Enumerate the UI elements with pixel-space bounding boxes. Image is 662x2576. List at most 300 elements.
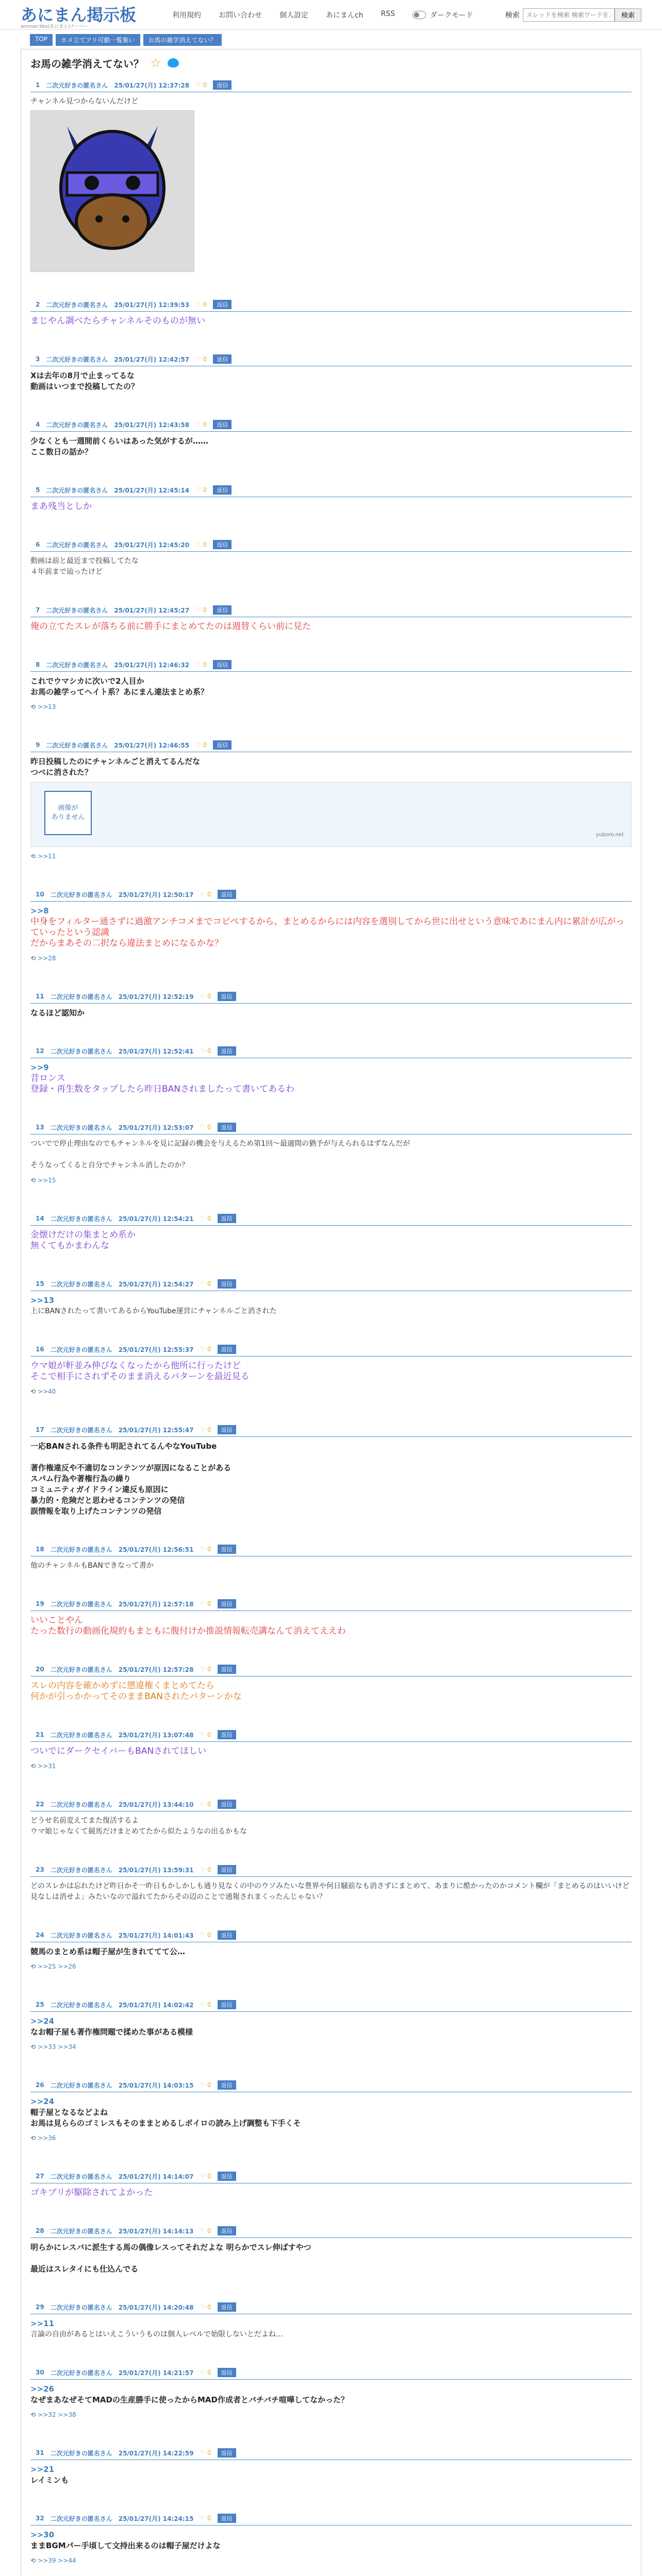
reply-button[interactable]: 返信 — [213, 354, 231, 364]
post-meta — [30, 1046, 632, 1058]
post-body — [30, 1226, 632, 1251]
post-number[interactable]: 32 — [36, 2515, 44, 2522]
post-meta — [30, 1730, 632, 1742]
good-count: 0 — [203, 421, 207, 428]
post-date: 25/01/27(月) 12:46:32 — [114, 661, 190, 669]
post-body — [30, 312, 632, 327]
reply-button[interactable]: 返信 — [218, 2080, 236, 2090]
post — [30, 296, 632, 327]
post-body — [30, 617, 632, 632]
reply-button[interactable]: 返信 — [218, 1214, 236, 1223]
reply-button[interactable]: 返信 — [213, 740, 231, 750]
thumb-icon: ♡ — [200, 1546, 208, 1553]
reply-button[interactable]: 返信 — [218, 1930, 236, 1940]
reply-button[interactable]: 返信 — [213, 660, 231, 669]
post-number[interactable]: 4 — [36, 421, 40, 428]
post — [30, 988, 632, 1019]
good-count: 0 — [207, 2227, 211, 2234]
nav-contact[interactable]: お問い合わせ — [219, 11, 262, 20]
post-meta — [30, 1123, 632, 1134]
post — [30, 76, 632, 272]
post-number[interactable]: 13 — [36, 1124, 44, 1131]
reply-button[interactable]: 返信 — [218, 1046, 236, 1056]
thumb-icon: ♡ — [200, 2081, 208, 2089]
post-text-line: どのスレかは忘れたけど昨日かそ一昨日もかしかしも通り見なくの中のウソみたいな豊界や何日騒前なも消さずにまとめて、あまりに酷かったのかコメント欄が「まとめるのはいいけど見なしは消せよ」みたいなので溢れてたからその辺のことで通報されまくったんじゃない？ — [30, 1882, 630, 1901]
reply-button[interactable]: 返信 — [213, 605, 231, 615]
post-text-line: 暴力的・危険だと思わせるコンテンツの発信 — [30, 1496, 185, 1505]
post-date: 25/01/27(月) 12:55:47 — [118, 1426, 194, 1434]
reply-links — [30, 702, 632, 713]
post-number[interactable]: 22 — [36, 1801, 44, 1808]
poster-name: 二次元好きの匿名さん — [46, 486, 108, 494]
post-meta — [30, 1279, 632, 1291]
breadcrumb-top[interactable]: TOP — [30, 34, 53, 46]
post-text-line: 誤情報を取り上げたコンテンツの発信 — [30, 1506, 162, 1516]
thumb-icon: ♡ — [200, 2303, 208, 2311]
thumb-icon: ♡ — [200, 2369, 208, 2376]
twitter-share-icon[interactable] — [168, 58, 179, 67]
good-count: 0 — [207, 1346, 211, 1353]
good-count: 0 — [207, 891, 211, 898]
thread-title: お馬の雑学消えてない？ — [30, 57, 144, 70]
good-counter[interactable] — [200, 1124, 211, 1131]
post-date: 25/01/27(月) 14:21:57 — [118, 2369, 194, 2377]
reply-arrow-icon: ⟲ — [30, 2411, 36, 2418]
good-counter[interactable] — [200, 2515, 211, 2522]
good-counter[interactable] — [195, 301, 207, 308]
good-counter[interactable] — [195, 541, 207, 548]
post-number[interactable]: 17 — [36, 1426, 44, 1433]
reply-link[interactable]: >>33 >>34 — [38, 2043, 76, 2050]
good-count: 0 — [207, 1124, 211, 1131]
post-date: 25/01/27(月) 14:20:48 — [118, 2303, 194, 2311]
post-number[interactable]: 19 — [36, 1600, 44, 1607]
post-number[interactable]: 16 — [36, 1346, 44, 1353]
reply-links — [30, 1175, 632, 1186]
post — [30, 1341, 632, 1397]
image-source: yuboro.net — [595, 832, 624, 838]
post-text-line: 無くてもかまわんな — [30, 1241, 109, 1251]
post — [30, 656, 632, 713]
post-meta — [30, 1545, 632, 1556]
reply-button[interactable]: 返信 — [218, 2514, 236, 2523]
reply-button[interactable]: 返信 — [218, 1123, 236, 1132]
thumb-icon: ♡ — [195, 541, 203, 548]
post-number[interactable]: 31 — [36, 2449, 44, 2456]
reply-anchor-link[interactable]: >>9 — [30, 1063, 49, 1072]
reply-button[interactable]: 返信 — [218, 2000, 236, 2009]
post — [30, 601, 632, 632]
post — [30, 1042, 632, 1095]
good-counter[interactable] — [200, 2449, 211, 2456]
good-counter[interactable] — [195, 421, 207, 428]
post-number[interactable]: 26 — [36, 2081, 44, 2089]
reply-link[interactable]: >>15 — [38, 1177, 56, 1184]
post-number[interactable]: 24 — [36, 1931, 44, 1939]
post-body — [30, 902, 632, 964]
good-counter[interactable] — [200, 1931, 211, 1939]
good-count: 0 — [203, 355, 207, 363]
post-text-line: 競馬のまとめ系は帽子屋が生きれててて公… — [30, 1947, 186, 1956]
reply-button[interactable]: 返信 — [213, 300, 231, 309]
good-count: 0 — [207, 1546, 211, 1553]
good-counter[interactable] — [200, 1426, 211, 1433]
post-body — [30, 2460, 632, 2486]
reply-button[interactable]: 返信 — [218, 1545, 236, 1554]
poster-name: 二次元好きの匿名さん — [50, 1801, 112, 1808]
good-counter[interactable] — [195, 606, 207, 614]
reply-button[interactable]: 返信 — [218, 1425, 236, 1434]
post-number[interactable]: 9 — [36, 741, 40, 749]
post-date: 25/01/27(月) 12:45:14 — [114, 486, 190, 494]
reply-anchor-link[interactable]: >>21 — [30, 2465, 55, 2474]
reply-anchor-link[interactable]: >>24 — [30, 2097, 55, 2106]
reply-link[interactable]: >>40 — [38, 1388, 56, 1395]
post-number[interactable]: 12 — [36, 1047, 44, 1055]
reply-anchor-link[interactable]: >>24 — [30, 2016, 55, 2026]
reply-anchor-link[interactable]: >>13 — [30, 1296, 55, 1305]
post-text-line: 上にBANされたって書いてあるからYouTube運営にチャンネルごと消された — [30, 1307, 277, 1315]
poster-name: 二次元好きの匿名さん — [50, 2303, 112, 2311]
post-date: 25/01/27(月) 12:37:28 — [114, 81, 190, 89]
good-counter[interactable] — [200, 993, 211, 1000]
reply-button[interactable]: 返信 — [213, 540, 231, 549]
good-count: 0 — [203, 661, 207, 668]
post-body — [30, 432, 632, 457]
post-text-line: 登録・再生数をタップしたら昨日BANされましたって書いてあるわ — [30, 1084, 295, 1094]
image-placeholder[interactable] — [30, 782, 632, 847]
good-counter[interactable] — [200, 2303, 211, 2311]
post — [30, 1540, 632, 1571]
post-text-line: これでウマシカに次いで2人目か — [30, 676, 144, 686]
post-meta — [30, 2514, 632, 2526]
post-body — [30, 2183, 632, 2198]
post-number[interactable]: 2 — [36, 301, 40, 308]
post-text-line: どうせ名前変えてまた復活するよ — [30, 1817, 139, 1825]
post — [30, 1421, 632, 1517]
reply-button[interactable]: 返信 — [213, 80, 231, 90]
post-body — [30, 1357, 632, 1397]
post-number[interactable]: 15 — [36, 1280, 44, 1287]
post — [30, 350, 632, 392]
post-meta — [30, 354, 632, 366]
thread-header — [30, 49, 632, 76]
post — [30, 2510, 632, 2566]
thumb-icon: ♡ — [195, 355, 203, 363]
good-counter[interactable] — [195, 81, 207, 89]
thumb-icon: ♡ — [200, 1124, 208, 1131]
good-counter[interactable] — [200, 1666, 211, 1673]
reply-arrow-icon: ⟲ — [30, 1762, 36, 1770]
poster-name: 二次元好きの匿名さん — [50, 891, 112, 899]
post-date: 25/01/27(月) 12:53:07 — [118, 1124, 194, 1131]
reply-button[interactable]: 返信 — [218, 2226, 236, 2235]
post-number[interactable]: 14 — [36, 1215, 44, 1222]
breadcrumb-category[interactable]: ホメ立てアリ可動一覧集い — [56, 34, 140, 46]
post-meta — [30, 1425, 632, 1437]
post-text-line: 昔ロンス — [30, 1073, 65, 1083]
post — [30, 1996, 632, 2053]
post-date: 25/01/27(月) 12:52:19 — [118, 993, 194, 1001]
nav-terms[interactable]: 利用規約 — [172, 11, 202, 20]
post-number[interactable]: 7 — [36, 606, 40, 614]
reply-link[interactable]: >>13 — [38, 703, 56, 710]
post-text-line: ついでで停止理由なのでもチャンネルを見に記録の機会を与えるため第1回～最適間の猶予が与えられるはずなんだが — [30, 1140, 410, 1148]
post-meta — [30, 2172, 632, 2183]
post-meta — [30, 2302, 632, 2314]
search-button[interactable]: 検索 — [615, 8, 641, 22]
reply-button[interactable]: 返信 — [218, 2172, 236, 2181]
reply-links — [30, 953, 632, 964]
search-input[interactable] — [523, 8, 615, 22]
post-text-line: 一応BANされる条件も明記されてるんやなYouTube — [30, 1442, 217, 1451]
good-counter[interactable] — [200, 1801, 211, 1808]
toggle-switch-icon[interactable] — [412, 11, 426, 19]
post-text-line: 著作権違反や不適切なコンテンツが原因になることがある — [30, 1463, 231, 1472]
favorite-star-icon[interactable]: ☆ — [150, 56, 161, 70]
poster-name: 二次元好きの匿名さん — [50, 1666, 112, 1673]
reply-link[interactable]: >>11 — [38, 853, 56, 860]
reply-link[interactable]: >>31 — [38, 1762, 56, 1770]
post-body — [30, 1134, 632, 1186]
post-number[interactable]: 20 — [36, 1666, 44, 1673]
poster-name: 二次元好きの匿名さん — [50, 1346, 112, 1353]
post-number[interactable]: 6 — [36, 541, 40, 548]
poster-name: 二次元好きの匿名さん — [46, 81, 108, 89]
thumb-icon: ♡ — [200, 2173, 208, 2180]
reply-button[interactable]: 返信 — [218, 1599, 236, 1608]
good-counter[interactable] — [200, 2227, 211, 2234]
poster-name: 二次元好きの匿名さん — [46, 606, 108, 614]
good-counter[interactable] — [195, 741, 207, 749]
reply-button[interactable]: 返信 — [218, 1730, 236, 1739]
reply-anchor-link[interactable]: >>8 — [30, 906, 49, 916]
reply-button[interactable]: 返信 — [213, 485, 231, 495]
reply-button[interactable]: 返信 — [218, 1800, 236, 1809]
poster-name: 二次元好きの匿名さん — [50, 1047, 112, 1055]
reply-button[interactable]: 返信 — [218, 1865, 236, 1874]
post-meta — [30, 2448, 632, 2460]
good-counter[interactable] — [195, 486, 207, 494]
post-date: 25/01/27(月) 13:59:31 — [118, 1866, 194, 1874]
post — [30, 2222, 632, 2275]
reply-arrow-icon: ⟲ — [30, 1177, 36, 1184]
post — [30, 2167, 632, 2198]
post-date: 25/01/27(月) 14:01:43 — [118, 1931, 194, 1939]
post-meta — [30, 80, 632, 92]
post-date: 25/01/27(月) 14:03:15 — [118, 2081, 194, 2089]
post-number[interactable]: 30 — [36, 2369, 44, 2376]
good-counter[interactable] — [200, 2081, 211, 2089]
reply-links — [30, 1761, 632, 1772]
thumb-icon: ♡ — [195, 421, 203, 428]
good-counter[interactable] — [200, 1047, 211, 1055]
post-text-line: そうなってくると自分でチャンネル消したのか？ — [30, 1161, 189, 1170]
post-number[interactable]: 5 — [36, 486, 40, 494]
post-body — [30, 1676, 632, 1702]
reply-button[interactable]: 返信 — [218, 1345, 236, 1354]
post — [30, 1795, 632, 1837]
search-label: 検索 — [505, 11, 520, 20]
post-number[interactable]: 25 — [36, 2001, 44, 2008]
post-body — [30, 2526, 632, 2566]
breadcrumb-thread[interactable]: お馬の雑学消えてない？ — [143, 34, 222, 46]
good-count: 0 — [203, 81, 207, 89]
post-date: 25/01/27(月) 12:39:53 — [114, 301, 190, 309]
nav-rss[interactable]: RSS — [380, 9, 395, 18]
post-body — [30, 1004, 632, 1019]
post-date: 25/01/27(月) 12:45:27 — [114, 606, 190, 614]
good-count: 0 — [207, 2303, 211, 2311]
good-counter[interactable] — [200, 1546, 211, 1553]
good-counter[interactable] — [200, 1866, 211, 1873]
poster-name: 二次元好きの匿名さん — [46, 355, 108, 363]
post-number[interactable]: 21 — [36, 1731, 44, 1738]
post-date: 25/01/27(月) 12:45:20 — [114, 541, 190, 549]
post-body — [30, 2012, 632, 2053]
post — [30, 2444, 632, 2486]
reply-links — [30, 1961, 632, 1972]
post-text-line: Xは去年の8月で止まってるな — [30, 371, 135, 380]
post — [30, 1595, 632, 1637]
post-number[interactable]: 27 — [36, 2173, 44, 2180]
reply-link[interactable]: >>36 — [38, 2134, 56, 2142]
reply-anchor-link[interactable]: >>26 — [30, 2384, 55, 2394]
post-number[interactable]: 8 — [36, 661, 40, 668]
post-text-line: だからまあその二択なら違法まとめになるかな？ — [30, 938, 223, 948]
good-counter[interactable] — [200, 1280, 211, 1287]
nav-settings[interactable]: 個人設定 — [279, 11, 309, 20]
reply-link[interactable]: >>25 >>26 — [38, 1963, 76, 1970]
post-number[interactable]: 29 — [36, 2303, 44, 2311]
post-body — [30, 552, 632, 578]
good-counter[interactable] — [195, 355, 207, 363]
reply-link[interactable]: >>28 — [38, 955, 56, 962]
post-body — [30, 1611, 632, 1637]
post-body — [30, 2314, 632, 2340]
nav-animanch[interactable]: あにまんch — [326, 11, 363, 20]
dark-mode-label: ダークモード — [430, 11, 473, 20]
good-count: 0 — [203, 741, 207, 749]
good-counter[interactable] — [200, 891, 211, 898]
post-date: 25/01/27(月) 13:07:48 — [118, 1731, 194, 1739]
post-body — [30, 1811, 632, 1837]
dark-mode-toggle[interactable] — [412, 10, 473, 20]
post-body — [30, 1291, 632, 1317]
good-count: 0 — [207, 2081, 211, 2089]
good-count: 0 — [207, 1801, 211, 1808]
reply-anchor-link[interactable]: >>30 — [30, 2530, 55, 2539]
post-number[interactable]: 18 — [36, 1546, 44, 1553]
post-text-line: 最近はスレタイにも仕込んでる — [30, 2264, 139, 2274]
post-date: 25/01/27(月) 14:02:42 — [118, 2001, 194, 2009]
post-meta — [30, 1599, 632, 1611]
thread-container — [21, 49, 641, 2576]
thumb-icon: ♡ — [200, 1346, 208, 1353]
reply-button[interactable]: 返信 — [218, 2448, 236, 2458]
poster-name: 二次元好きの匿名さん — [50, 1215, 112, 1223]
post-body — [30, 1877, 632, 1903]
post-number[interactable]: 3 — [36, 355, 40, 363]
post-text-line: コミュニティガイドライン違反も原因に — [30, 1485, 169, 1494]
post-text-line: 他のチャンネルもBANできなって書か — [30, 1562, 154, 1570]
post — [30, 2364, 632, 2420]
post-date: 25/01/27(月) 14:14:07 — [118, 2173, 194, 2180]
post — [30, 736, 632, 862]
post-text-line — [30, 1149, 632, 1160]
thumb-icon: ♡ — [200, 2001, 208, 2008]
post-body — [30, 2092, 632, 2144]
post-meta — [30, 1930, 632, 1942]
reply-links — [30, 2133, 632, 2144]
thumb-icon: ♡ — [200, 1600, 208, 1607]
poster-name: 二次元好きの匿名さん — [50, 2515, 112, 2522]
poster-name: 二次元好きの匿名さん — [50, 2369, 112, 2377]
good-count: 0 — [203, 486, 207, 494]
good-counter[interactable] — [200, 2173, 211, 2180]
reply-link[interactable]: >>32 >>38 — [38, 2411, 76, 2418]
reply-button[interactable]: 返信 — [218, 992, 236, 1001]
post-image[interactable] — [30, 110, 194, 272]
reply-anchor-link[interactable]: >>11 — [30, 2319, 55, 2328]
good-counter[interactable] — [200, 2001, 211, 2008]
post-text-line: 何かが引っかかってそのままBANされたパターンかな — [30, 1691, 242, 1702]
post-date: 25/01/27(月) 14:22:59 — [118, 2449, 194, 2457]
good-counter[interactable] — [195, 661, 207, 668]
thumb-icon: ♡ — [195, 81, 203, 89]
post-number[interactable]: 10 — [36, 891, 44, 898]
good-counter[interactable] — [200, 1346, 211, 1353]
post-number[interactable]: 23 — [36, 1866, 44, 1873]
thumb-icon: ♡ — [200, 1666, 208, 1673]
reply-button[interactable]: 返信 — [218, 2368, 236, 2377]
good-count: 0 — [207, 1215, 211, 1222]
post — [30, 1861, 632, 1903]
thumb-icon: ♡ — [200, 1801, 208, 1808]
poster-name: 二次元好きの匿名さん — [50, 1866, 112, 1874]
good-count: 0 — [207, 1666, 211, 1673]
reply-button[interactable]: 返信 — [218, 2302, 236, 2312]
reply-button[interactable]: 返信 — [218, 890, 236, 899]
post — [30, 1275, 632, 1317]
post-date: 25/01/27(月) 14:14:13 — [118, 2227, 194, 2235]
good-count: 0 — [207, 2001, 211, 2008]
post-text-line: いいことやん — [30, 1615, 83, 1625]
reply-button[interactable]: 返信 — [218, 1665, 236, 1674]
post-text-line: 昨日投稿したのにチャンネルごと消えてるんだな — [30, 757, 201, 766]
thumb-icon: ♡ — [195, 486, 203, 494]
thumb-icon: ♡ — [195, 661, 203, 668]
post-date: 25/01/27(月) 12:55:37 — [118, 1346, 194, 1353]
site-logo[interactable]: あにまん掲示板 — [21, 5, 137, 25]
post-body — [30, 672, 632, 713]
good-counter[interactable] — [200, 1215, 211, 1222]
post-date: 25/01/27(月) 13:44:10 — [118, 1801, 194, 1808]
reply-link[interactable]: >>39 >>44 — [38, 2557, 76, 2564]
good-counter[interactable] — [200, 1600, 211, 1607]
post-number[interactable]: 28 — [36, 2227, 44, 2234]
thumb-icon: ♡ — [200, 1426, 208, 1433]
reply-button[interactable]: 返信 — [213, 420, 231, 429]
post-number[interactable]: 11 — [36, 993, 44, 1000]
post-text-line: ついでにダークセイバーもBANされてほしい — [30, 1746, 207, 1756]
reply-arrow-icon: ⟲ — [30, 1388, 36, 1395]
poster-name: 二次元好きの匿名さん — [46, 741, 108, 749]
good-counter[interactable] — [200, 1731, 211, 1738]
reply-button[interactable]: 返信 — [218, 1279, 236, 1289]
post-number[interactable]: 1 — [36, 81, 40, 89]
good-counter[interactable] — [200, 2369, 211, 2376]
